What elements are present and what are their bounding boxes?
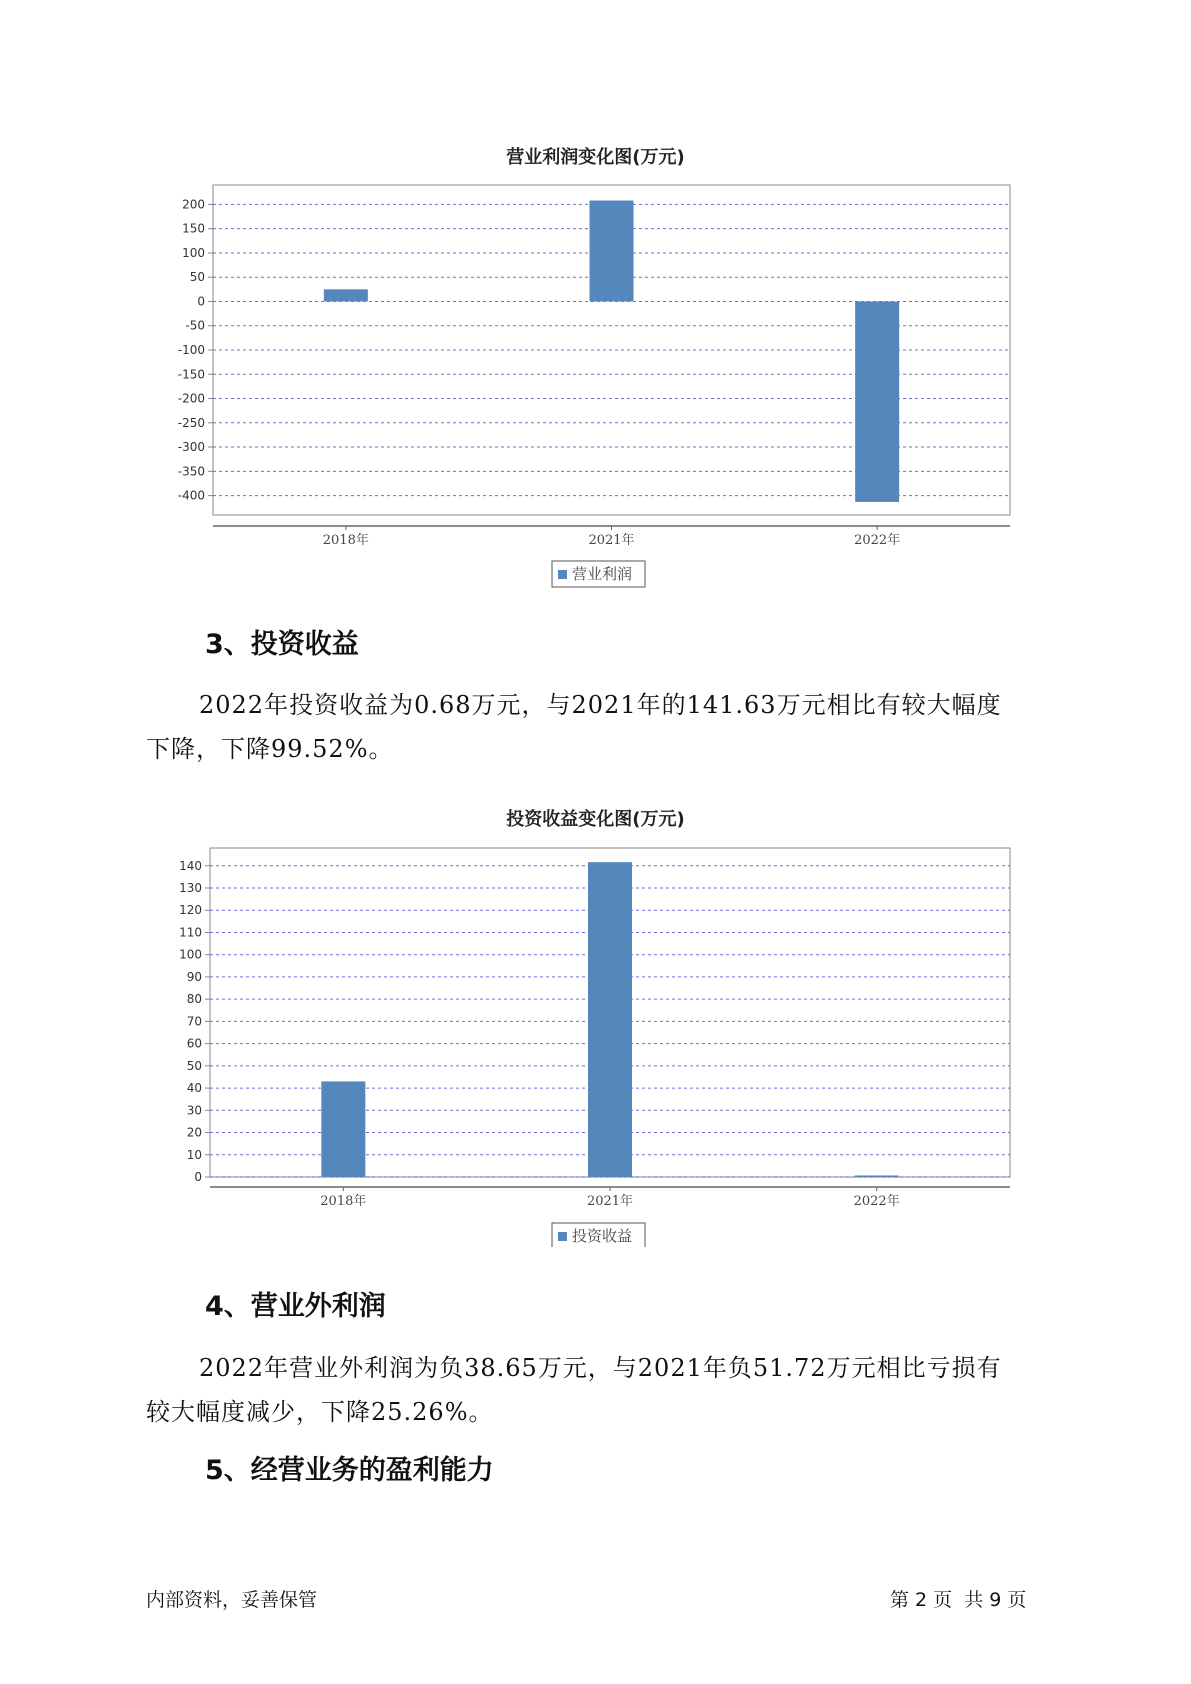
y-tick-label: -250 bbox=[177, 415, 205, 430]
operating-profit-bar-chart bbox=[0, 165, 1191, 605]
bar bbox=[855, 1175, 899, 1177]
section-heading-investment-income: 3、投资收益 bbox=[205, 629, 359, 660]
legend-label: 营业利润 bbox=[572, 565, 633, 583]
y-tick-label: 90 bbox=[186, 969, 202, 984]
bar bbox=[321, 1081, 365, 1177]
y-tick-label: -350 bbox=[177, 464, 205, 479]
y-tick-label: -100 bbox=[177, 343, 205, 357]
x-tick-label: 2021年 bbox=[588, 533, 635, 548]
chart-title-operating-profit: 营业利润变化图(万元) bbox=[506, 147, 685, 168]
y-tick-label: 0 bbox=[194, 1170, 202, 1184]
y-tick-label: 150 bbox=[182, 221, 205, 236]
paragraph-non-operating-profit bbox=[146, 1346, 1046, 1434]
chart-title-investment-income: 投资收益变化图(万元) bbox=[506, 809, 685, 830]
y-tick-label: 20 bbox=[186, 1125, 202, 1140]
section-heading-non-operating-profit: 4、营业外利润 bbox=[205, 1291, 386, 1322]
y-tick-label: 110 bbox=[179, 925, 202, 940]
bar bbox=[855, 301, 899, 501]
paragraph-line: 较大幅度减少，下降25.26%。 bbox=[146, 1398, 494, 1426]
x-tick-label: 2021年 bbox=[586, 1194, 634, 1209]
y-tick-label: 100 bbox=[179, 947, 202, 962]
y-tick-label: 140 bbox=[179, 858, 202, 873]
investment-income-bar-chart bbox=[0, 837, 1191, 1247]
y-tick-label: 200 bbox=[182, 197, 205, 212]
legend-label: 投资收益 bbox=[572, 1227, 633, 1245]
y-tick-label: 130 bbox=[179, 881, 202, 896]
y-tick-label: 100 bbox=[182, 245, 205, 260]
x-tick-label: 2018年 bbox=[320, 1194, 367, 1209]
y-tick-label: 40 bbox=[186, 1081, 202, 1096]
y-tick-label: -400 bbox=[177, 488, 205, 503]
y-tick-label: 0 bbox=[197, 294, 205, 309]
y-tick-label: 10 bbox=[186, 1147, 202, 1162]
x-tick-label: 2018年 bbox=[322, 533, 369, 548]
footer-confidential-note: 内部资料，妥善保管 bbox=[146, 1589, 318, 1611]
y-tick-label: 80 bbox=[186, 992, 202, 1007]
paragraph-line: 下降，下降99.52%。 bbox=[146, 735, 394, 763]
bar bbox=[588, 862, 632, 1177]
legend-swatch bbox=[558, 570, 567, 579]
y-tick-label: 30 bbox=[186, 1103, 202, 1118]
bar bbox=[324, 289, 368, 301]
y-tick-label: 50 bbox=[189, 270, 205, 285]
y-tick-label: -150 bbox=[177, 367, 205, 382]
x-tick-label: 2022年 bbox=[854, 533, 901, 548]
y-tick-label: 60 bbox=[186, 1036, 202, 1051]
y-tick-label: 120 bbox=[179, 903, 202, 918]
paragraph-line: 2022年营业外利润为负38.65万元，与2021年负51.72万元相比亏损有 bbox=[199, 1354, 1002, 1382]
y-tick-label: 70 bbox=[186, 1014, 202, 1029]
y-tick-label: 50 bbox=[186, 1058, 202, 1073]
footer-page-number: 第 2 页 共 9 页 bbox=[890, 1589, 1027, 1611]
paragraph-line: 2022年投资收益为0.68万元，与2021年的141.63万元相比有较大幅度 bbox=[199, 691, 1002, 719]
legend-swatch bbox=[558, 1232, 567, 1241]
y-tick-label: -300 bbox=[177, 440, 205, 455]
paragraph-investment-income bbox=[146, 683, 1046, 771]
bar bbox=[590, 201, 634, 302]
x-tick-label: 2022年 bbox=[853, 1194, 900, 1209]
section-heading-business-profitability: 5、经营业务的盈利能力 bbox=[205, 1455, 494, 1486]
y-tick-label: -50 bbox=[185, 318, 205, 333]
y-tick-label: -200 bbox=[177, 391, 205, 406]
